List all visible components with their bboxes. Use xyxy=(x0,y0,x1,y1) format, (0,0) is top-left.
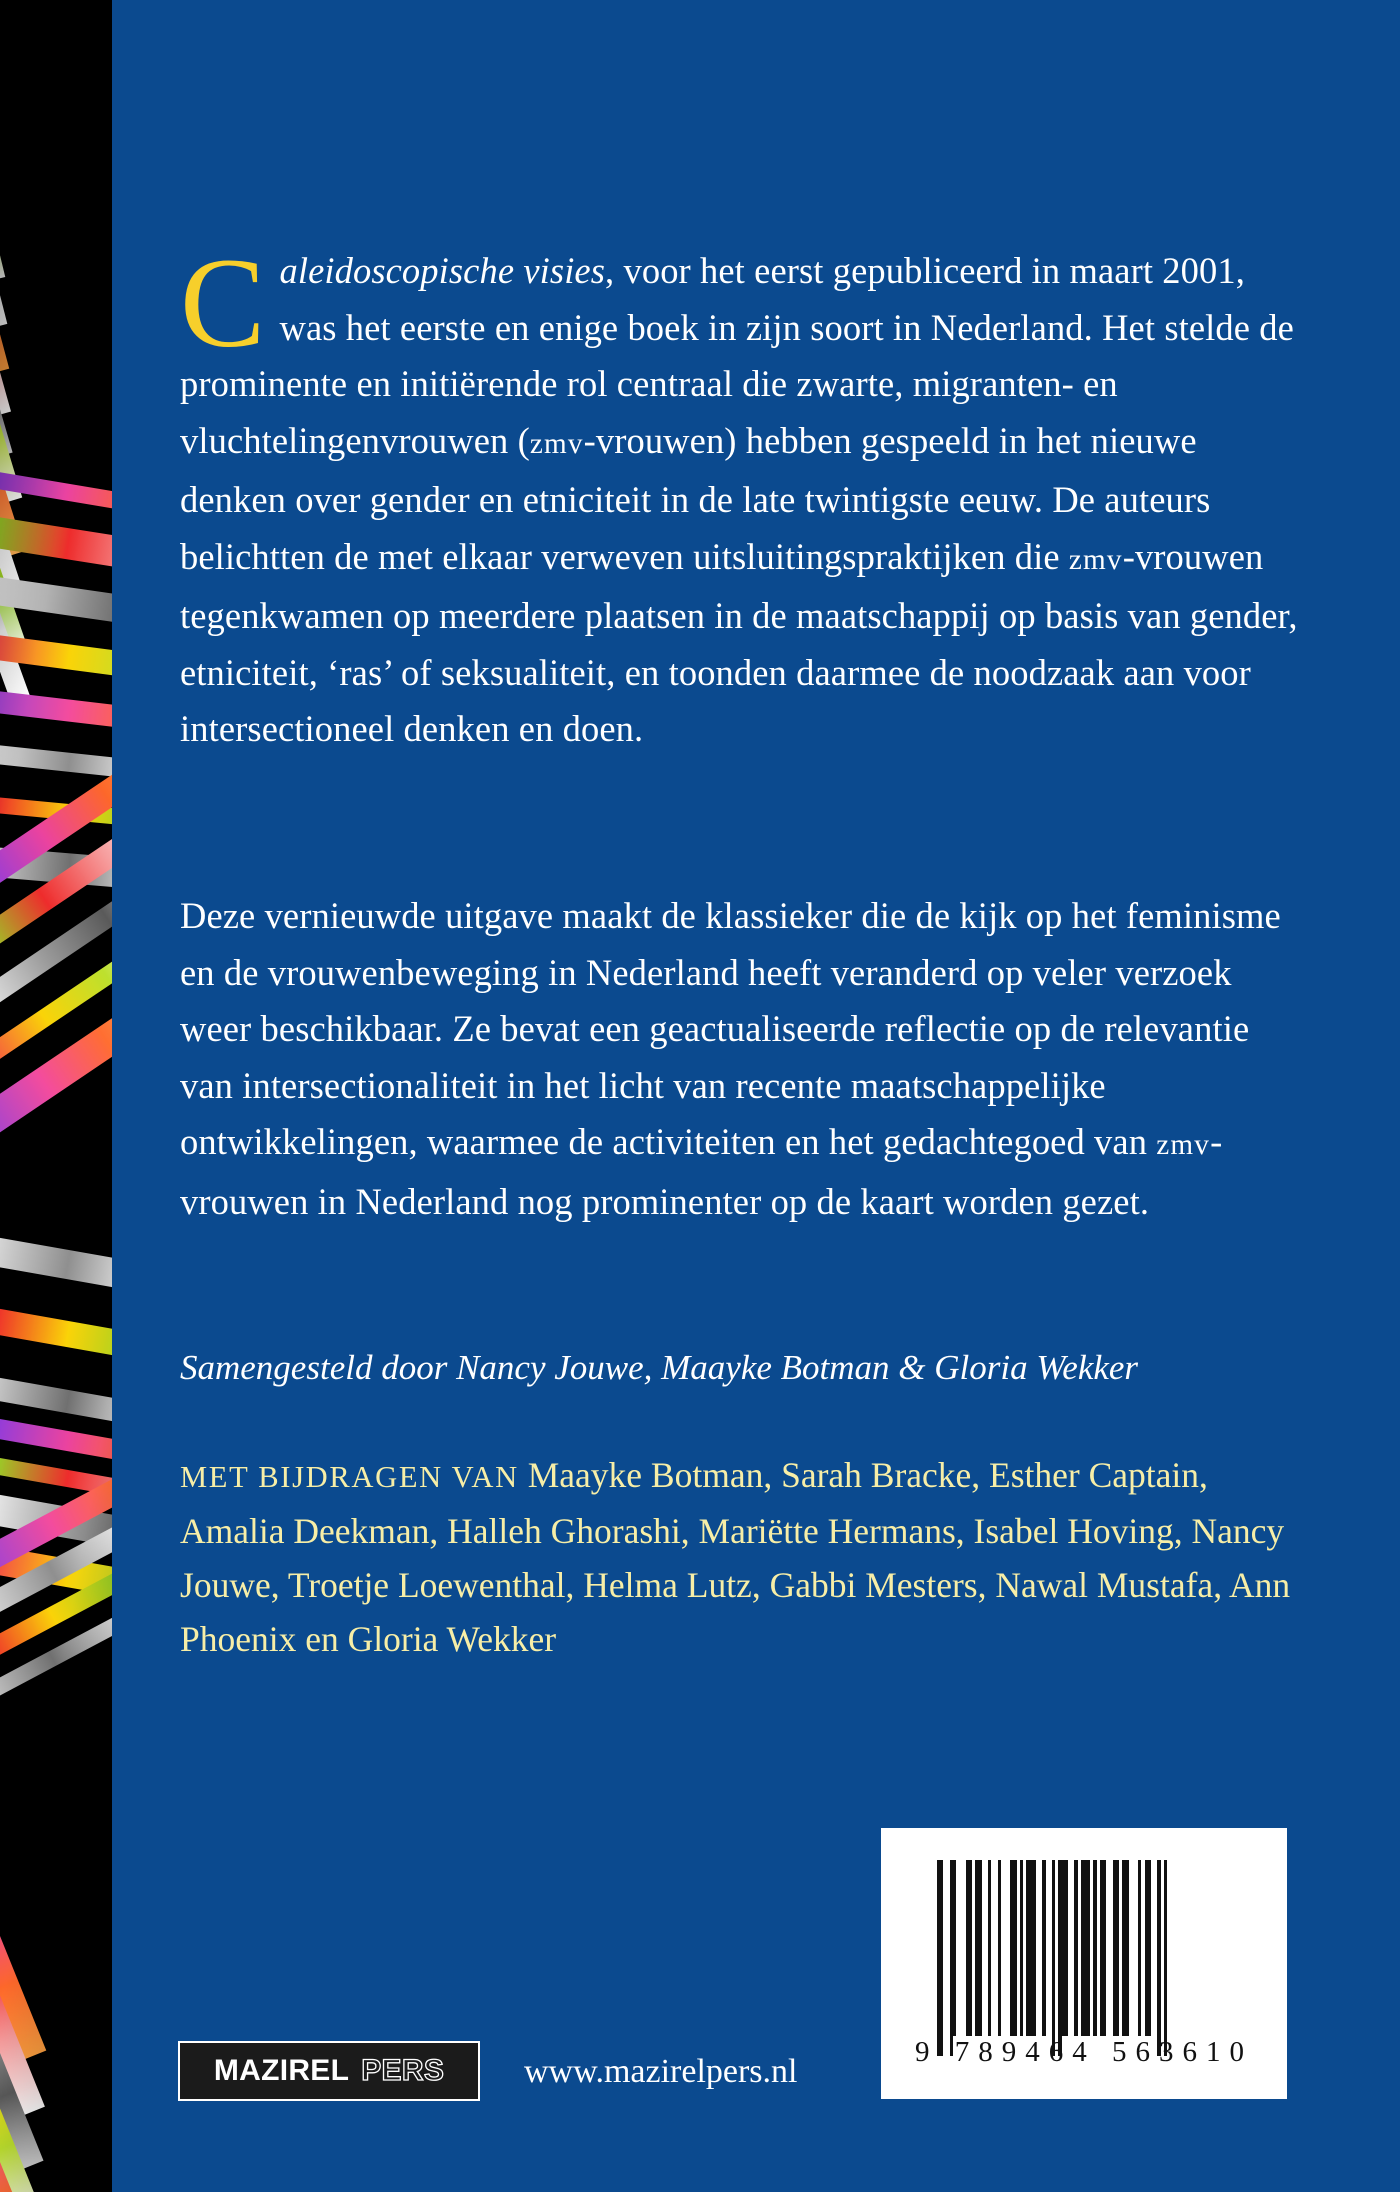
publisher-logo-primary: MAZIREL xyxy=(213,2054,350,2087)
kaleidoscope-spine-artwork xyxy=(0,0,120,2192)
blurb-paragraph-1 xyxy=(180,232,1300,758)
spine-stripe xyxy=(0,33,7,330)
abbr-zmv-1: zmv xyxy=(529,427,584,460)
barcode-bar xyxy=(1026,1860,1036,2036)
spine-stripe xyxy=(0,459,120,525)
barcode-bar xyxy=(1081,1860,1091,2036)
abbr-zmv-3: zmv xyxy=(1156,1129,1211,1161)
spine-edge-divider xyxy=(112,0,120,2192)
contributors-label: MET BIJDRAGEN VAN xyxy=(180,1460,519,1494)
drop-cap-letter: C xyxy=(180,232,266,374)
barcode-space xyxy=(1129,1860,1139,2036)
spine-stripe xyxy=(0,1224,120,1305)
book-title-italic: aleidoscopische visies xyxy=(279,250,606,291)
barcode-bars xyxy=(937,1860,1237,2036)
spine-stripe xyxy=(0,0,5,284)
blurb-p1-text-a: , voor het eerst gepubliceerd in maart 2001, was het eerste en enige boek in zijn soort in Nederland. Het stelde de prominente en initiërende rol centraal die zwarte, migranten- en vluchtelingenvrouwen ( xyxy=(180,250,1294,461)
blurb-p2-text-a: Deze vernieuwde uitgave maakt de klassieker die de kijk op het feminisme en de vrouwenbeweging in Nederland heeft veranderd op veler verzoek weer beschikbaar. Ze bevat een geactualiseerde reflectie op de relevantie van intersectionaliteit in het licht van recente maatschappelijke ontwikkelingen, waarmee de activiteiten en het gedachtegoed van xyxy=(180,895,1281,1162)
blurb-p2-text-b: -vrouwen in Nederland nog prominenter op de kaart worden gezet. xyxy=(180,1121,1223,1222)
spine-stripe xyxy=(0,79,9,375)
spine-stripe xyxy=(0,505,120,582)
blurb-p1-text-c: -vrouwen tegenkwamen op meerdere plaatsen in de maatschappij op basis van gender, etniciteit, ‘ras’ of seksualiteit, en toonden daarmee de noodzaak aan voor intersectioneel denken en doen. xyxy=(180,535,1298,749)
contributors-list xyxy=(180,1448,1310,1666)
blurb-p1-text-b: -vrouwen) hebben gespeeld in het nieuwe denken over gender en etniciteit in de late twintigste eeuw. De auteurs belichtten de met elkaar verweven uitsluitingspraktijken die xyxy=(180,419,1211,577)
isbn-number: 9 789464 563610 xyxy=(915,2036,1253,2068)
contributors-names: Maayke Botman, Sarah Bracke, Esther Captain, Amalia Deekman, Halleh Ghorashi, Mariëtte Hermans, Isabel Hoving, Nancy Jouwe, Troetje Loewenthal, Helma Lutz, Gabbi Mesters, Nawal Mustafa, Ann Phoenix en Gloria Wekker xyxy=(180,1455,1291,1659)
spine-stripe xyxy=(0,1295,120,1373)
publisher-logo-secondary: PERS xyxy=(361,2054,445,2087)
isbn-barcode xyxy=(881,1828,1287,2099)
abbr-zmv-2: zmv xyxy=(1068,543,1123,576)
publisher-logo xyxy=(178,2041,480,2101)
barcode-space xyxy=(956,1860,966,2036)
editors-credit: Samengesteld door Nancy Jouwe, Maayke Botman & Gloria Wekker xyxy=(180,1348,1139,1387)
barcode-bar xyxy=(1164,1860,1167,2056)
barcode-space xyxy=(1001,1860,1011,2036)
blurb-paragraph-2 xyxy=(180,888,1300,1230)
publisher-website: www.mazirelpers.nl xyxy=(524,2053,798,2090)
